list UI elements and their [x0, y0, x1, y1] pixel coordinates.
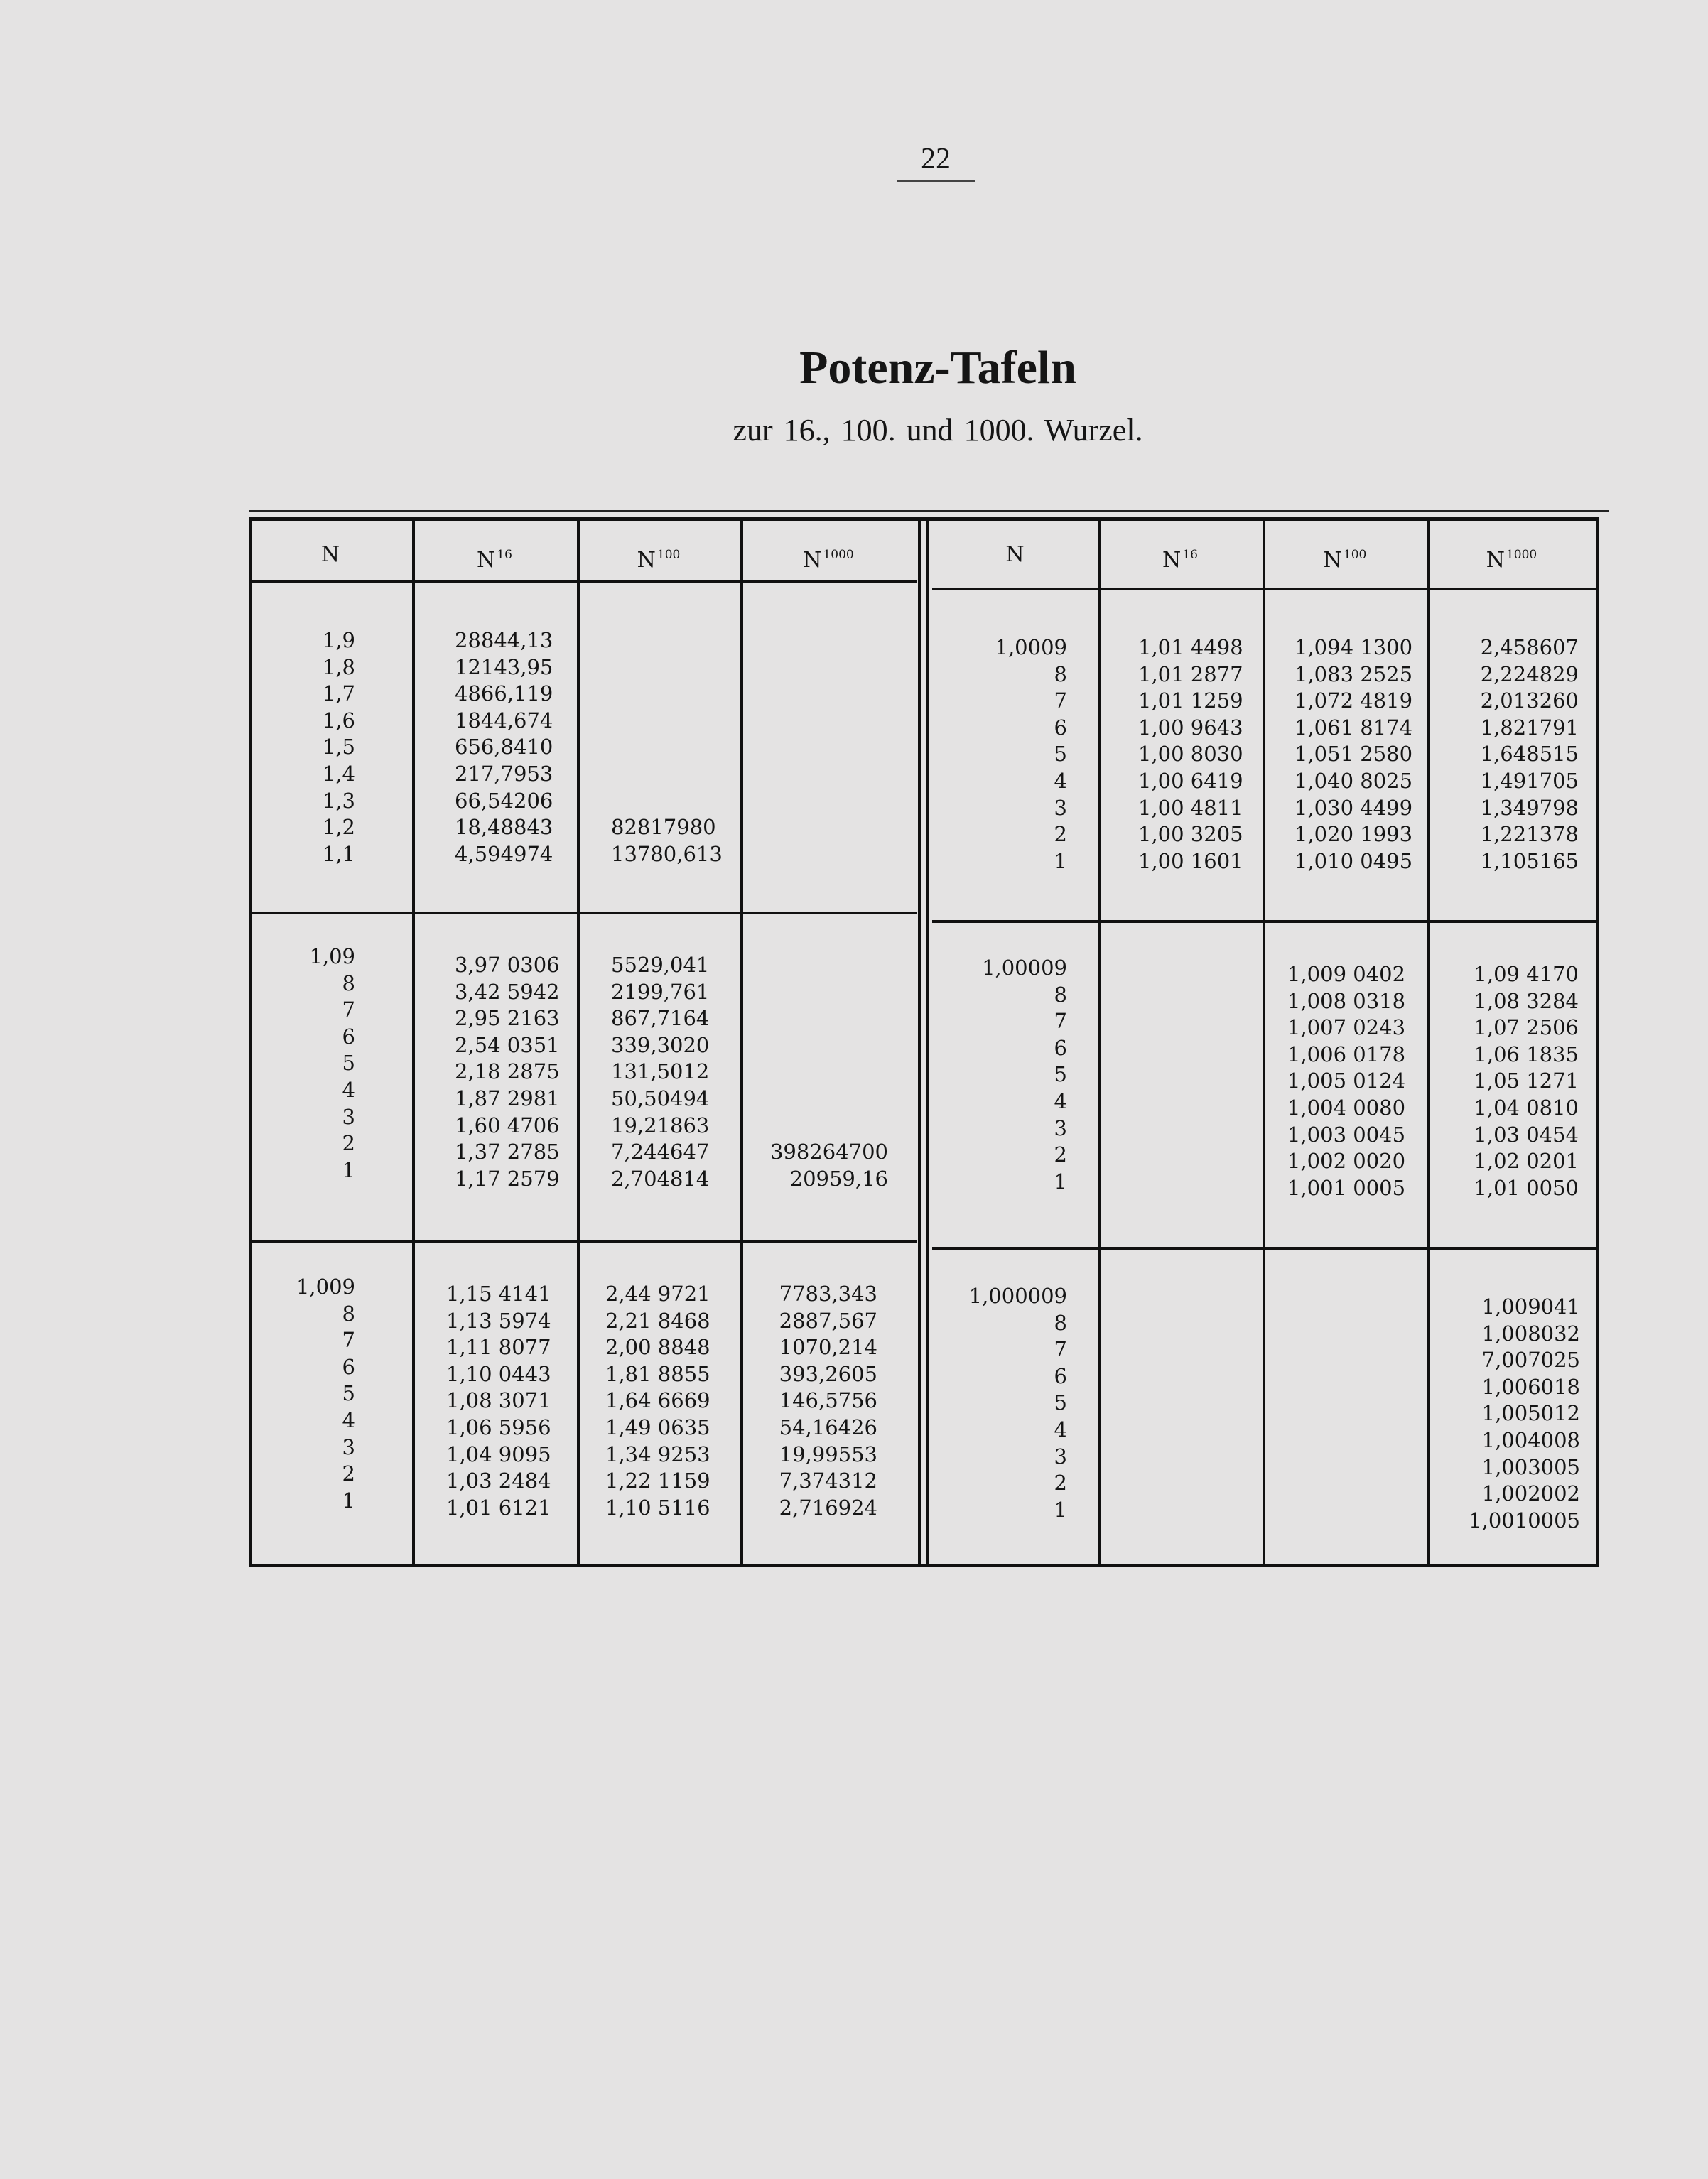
table-cell [1287, 1427, 1422, 1454]
table-cell [611, 734, 739, 761]
table-cell [1138, 1294, 1266, 1321]
table-cell: 1,06 5956 [446, 1415, 551, 1439]
table-cell: 1,01 2877 [1138, 661, 1243, 686]
table-cell [746, 1032, 888, 1059]
table-cell: 6 [342, 1354, 355, 1379]
table-cell [1287, 1347, 1422, 1374]
table-cell: 1,221378 [1480, 822, 1579, 847]
table-cell: 1,01 0050 [1474, 1175, 1579, 1200]
table-cell: 5529,041 [611, 953, 710, 977]
column-n1000 [746, 627, 888, 867]
table-cell [1138, 1122, 1266, 1149]
table-cell: 1,020 1993 [1294, 822, 1413, 847]
table-cell: 1,4 [322, 761, 355, 786]
table-cell: 4 [1054, 768, 1067, 793]
header-n100: N $^{100}$ [637, 548, 681, 573]
table-cell: 1844,674 [455, 708, 553, 732]
table-cell: 5 [1054, 742, 1067, 767]
table-cell: 3,97 0306 [455, 953, 560, 977]
table-cell: 1,01 6121 [446, 1495, 551, 1520]
header-n100: N $^{100}$ [1323, 548, 1367, 573]
table-cell [1138, 1400, 1266, 1427]
table-cell: 1,60 4706 [455, 1113, 560, 1137]
table-cell: 1,17 2579 [455, 1166, 560, 1191]
table-cell: 50,50494 [611, 1086, 710, 1110]
column-n1000 [1429, 1294, 1580, 1534]
table-cell: 13780,613 [611, 841, 723, 866]
table-cell: 1,3 [322, 788, 355, 813]
table-cell [746, 841, 888, 868]
column-n16 [455, 627, 583, 867]
table-cell: 1,06 1835 [1474, 1042, 1579, 1066]
table-cell: 7,374312 [779, 1469, 877, 1493]
table-cell [1138, 988, 1266, 1015]
table-cell [1138, 1042, 1266, 1069]
table-cell: 2,013260 [1480, 688, 1579, 713]
table-cell [1138, 1175, 1266, 1202]
table-cell: 8 [1054, 982, 1067, 1007]
table-cell [746, 1113, 888, 1140]
table-cell: 2 [342, 1131, 355, 1156]
table-cell [746, 1005, 888, 1032]
table-cell: 1,15 4141 [446, 1282, 551, 1306]
column-n1000 [746, 1281, 877, 1521]
table-cell: 19,99553 [779, 1442, 877, 1466]
table-cell: 4,594974 [455, 841, 553, 866]
table-cell: 6 [342, 1024, 355, 1049]
table-cell [746, 814, 888, 841]
table-cell: 1,11 8077 [446, 1335, 551, 1360]
table-cell [1287, 1454, 1422, 1481]
table-cell: 1,08 3284 [1474, 988, 1579, 1013]
table-cell [611, 761, 739, 788]
table-cell: 4 [342, 1077, 355, 1102]
table-cell: 1,87 2981 [455, 1086, 560, 1110]
table-cell [1138, 1148, 1266, 1175]
table-cell: 4 [1054, 1088, 1067, 1113]
table-cell: 1,008032 [1481, 1321, 1580, 1346]
table-cell [746, 979, 888, 1006]
column-n16 [446, 1281, 574, 1521]
table-cell: 1,01 1259 [1138, 688, 1243, 713]
table-cell: 1,010 0495 [1294, 848, 1413, 873]
table-cell [1287, 1508, 1422, 1535]
table-cell [1287, 1321, 1422, 1348]
table-cell [746, 708, 888, 735]
table-cell: 1,9 [322, 628, 355, 652]
table-cell: 82817980 [611, 815, 716, 840]
column-n [277, 943, 355, 1184]
table-cell: 1,006 0178 [1287, 1042, 1406, 1066]
table-cell: 20959,16 [789, 1166, 888, 1191]
table-cell: 1,00009 [982, 956, 1067, 980]
table-cell: 1,009041 [1481, 1294, 1580, 1319]
table-cell [1138, 1321, 1266, 1348]
table-cell: 1,07 2506 [1474, 1015, 1579, 1040]
table-cell: 4 [342, 1407, 355, 1432]
table-cell: 1,040 8025 [1294, 768, 1413, 793]
column-n [946, 1283, 1067, 1523]
table-cell: 339,3020 [611, 1032, 710, 1057]
table-cell: 1,5 [322, 735, 355, 759]
table-cell: 1,094 1300 [1294, 635, 1413, 659]
table-cell: 3 [1054, 1444, 1067, 1469]
table-cell [1138, 1068, 1266, 1095]
table-cell: 1,00 4811 [1138, 795, 1243, 820]
column-n1000 [1429, 634, 1579, 875]
table-cell: 7 [1054, 688, 1067, 713]
table-right-half [932, 521, 1599, 1564]
table-cell [611, 627, 739, 654]
table-cell: 1 [1054, 848, 1067, 873]
table-cell: 2,224829 [1480, 661, 1579, 686]
table-cell: 2 [342, 1461, 355, 1486]
table-cell: 398264700 [769, 1140, 888, 1164]
table-cell: 1,08 3071 [446, 1388, 551, 1413]
table-cell: 7 [1054, 1337, 1067, 1362]
table-cell: 1,09 4170 [1474, 962, 1579, 986]
column-n [953, 955, 1067, 1195]
column-n [961, 634, 1067, 875]
table-cell: 8 [1054, 1310, 1067, 1335]
table-cell: 1,1 [322, 841, 355, 866]
table-cell: 6 [1054, 1363, 1067, 1388]
table-cell [1138, 1508, 1266, 1535]
table-top-rule [249, 510, 1609, 512]
table-cell: 1 [1054, 1169, 1067, 1194]
table-cell: 2,21 8468 [605, 1308, 710, 1333]
table-left-half [249, 521, 917, 1564]
table-cell: 1,00 9643 [1138, 715, 1243, 740]
table-cell: 3 [342, 1104, 355, 1129]
table-cell: 1,030 4499 [1294, 795, 1413, 820]
column-n16 [1138, 1294, 1266, 1534]
header-n: N [320, 542, 340, 567]
table-cell: 4866,119 [455, 681, 553, 706]
table-cell: 1,006018 [1481, 1374, 1580, 1399]
table-cell [746, 627, 888, 654]
table-cell [746, 681, 888, 708]
table-cell: 2,44 9721 [605, 1282, 710, 1306]
table-cell: 1,10 0443 [446, 1361, 551, 1386]
table-cell: 2,704814 [611, 1166, 710, 1191]
table-cell: 1,81 8855 [605, 1361, 710, 1386]
table-cell: 1,003 0045 [1287, 1122, 1406, 1147]
table-cell: 1 [1054, 1497, 1067, 1522]
center-double-rule [918, 521, 929, 1564]
table-cell: 2,95 2163 [455, 1006, 560, 1031]
column-n [277, 627, 355, 867]
table-cell: 1,22 1159 [605, 1469, 710, 1493]
table-cell: 1,005 0124 [1287, 1069, 1406, 1093]
header-n1000: N $^{1000}$ [1486, 548, 1537, 573]
table-cell: 1,04 9095 [446, 1442, 551, 1466]
table-cell: 1 [342, 1157, 355, 1182]
table-cell: 2,716924 [779, 1495, 877, 1520]
table-cell [1287, 1400, 1422, 1427]
table-cell: 4 [1054, 1417, 1067, 1442]
table-cell: 1,00 8030 [1138, 742, 1243, 767]
table-cell: 1,061 8174 [1294, 715, 1413, 740]
table-cell: 1,001 0005 [1287, 1175, 1406, 1200]
table-cell: 1,00 1601 [1138, 848, 1243, 873]
table-cell [1287, 1481, 1422, 1508]
column-n100 [1287, 1294, 1422, 1534]
table-cell: 1,0009 [995, 635, 1067, 659]
table-cell [746, 788, 888, 815]
table-cell [1138, 961, 1266, 988]
table-cell: 1,491705 [1480, 768, 1579, 793]
table-cell: 1,000009 [968, 1284, 1067, 1308]
table-cell: 1,004008 [1481, 1427, 1580, 1452]
table-cell: 7,244647 [611, 1140, 710, 1164]
column-n [277, 1274, 355, 1514]
column-n16 [1138, 634, 1266, 875]
table-cell: 1 [342, 1488, 355, 1513]
table-cell: 8 [1054, 661, 1067, 686]
table-cell: 7783,343 [779, 1282, 877, 1306]
table-cell [746, 734, 888, 761]
table-cell: 7 [342, 1328, 355, 1353]
table-cell [611, 654, 739, 681]
table-cell: 6 [1054, 1035, 1067, 1060]
column-n16 [455, 952, 583, 1192]
table-cell: 1,6 [322, 708, 355, 732]
table-cell: 3 [342, 1434, 355, 1459]
table-cell: 1,2 [322, 815, 355, 840]
table-cell: 1,7 [322, 681, 355, 706]
table-cell: 7,007025 [1481, 1348, 1580, 1373]
table-cell: 1070,214 [779, 1335, 877, 1360]
table-cell: 12143,95 [455, 654, 553, 679]
table-cell: 7 [342, 997, 355, 1022]
table-cell: 2 [1054, 822, 1067, 847]
column-n1000 [1429, 961, 1579, 1201]
table-cell: 1,007 0243 [1287, 1015, 1406, 1040]
table-cell: 217,7953 [455, 761, 553, 786]
table-cell: 5 [1054, 1390, 1067, 1415]
table-cell: 2,18 2875 [455, 1059, 560, 1084]
header-n16: N $^{16}$ [477, 548, 512, 573]
column-n100 [1294, 634, 1429, 875]
page-subtitle: zur 16., 100. und 1000. Wurzel. [733, 413, 1143, 448]
table-cell: 28844,13 [455, 628, 553, 652]
page-number: 22 [897, 142, 975, 182]
table-cell: 867,7164 [611, 1006, 710, 1031]
table-cell: 1,00 3205 [1138, 822, 1243, 847]
table-cell: 1,008 0318 [1287, 988, 1406, 1013]
table-cell [746, 952, 888, 979]
table-cell: 8 [342, 970, 355, 995]
table-cell: 1,002 0020 [1287, 1149, 1406, 1174]
table-cell: 3,42 5942 [455, 979, 560, 1004]
column-n16 [1138, 961, 1266, 1201]
table-cell: 54,16426 [779, 1415, 877, 1439]
table-cell [1287, 1294, 1422, 1321]
table-cell [1138, 1454, 1266, 1481]
column-n100 [611, 952, 739, 1192]
column-n100 [605, 1281, 733, 1521]
page-title: Potenz-Tafeln [799, 342, 1076, 394]
table-cell: 66,54206 [455, 788, 553, 813]
table-cell: 2,00 8848 [605, 1335, 710, 1360]
table-cell: 2 [1054, 1142, 1067, 1167]
table-cell: 1,02 0201 [1474, 1149, 1579, 1174]
table-cell [1138, 1095, 1266, 1122]
table-cell: 1,64 6669 [605, 1388, 710, 1413]
table-cell: 1,083 2525 [1294, 661, 1413, 686]
table-cell: 1,03 0454 [1474, 1122, 1579, 1147]
table-cell [746, 761, 888, 788]
table-cell [746, 1059, 888, 1086]
table-cell: 1,13 5974 [446, 1308, 551, 1333]
table-cell: 5 [342, 1381, 355, 1406]
table-cell: 1,04 0810 [1474, 1095, 1579, 1120]
table-cell: 6 [1054, 715, 1067, 740]
table-cell: 1,34 9253 [605, 1442, 710, 1466]
table-cell: 7 [1054, 1009, 1067, 1034]
table-cell: 2 [1054, 1471, 1067, 1496]
table-cell [1138, 1427, 1266, 1454]
table-cell: 5 [342, 1051, 355, 1076]
table-cell [1138, 1347, 1266, 1374]
table-cell: 2199,761 [611, 979, 710, 1004]
table-cell: 1,009 [296, 1275, 355, 1299]
table-cell: 1,01 4498 [1138, 635, 1243, 659]
table-cell [1138, 1374, 1266, 1401]
table-cell: 1,002002 [1481, 1481, 1580, 1506]
table-cell [611, 708, 739, 735]
table-cell: 3 [1054, 1115, 1067, 1140]
table-cell: 1,37 2785 [455, 1140, 560, 1164]
header-n16: N $^{16}$ [1162, 548, 1198, 573]
table-cell: 656,8410 [455, 735, 553, 759]
table-cell: 1,821791 [1480, 715, 1579, 740]
table-cell: 1,00 6419 [1138, 768, 1243, 793]
table-cell: 1,03 2484 [446, 1469, 551, 1493]
table-cell: 1,648515 [1480, 742, 1579, 767]
column-n100 [611, 627, 739, 867]
table-cell: 1,0010005 [1469, 1508, 1580, 1532]
table-cell: 1,105165 [1480, 848, 1579, 873]
table-cell: 19,21863 [611, 1113, 710, 1137]
table-cell [611, 681, 739, 708]
power-table [249, 517, 1599, 1567]
table-cell: 18,48843 [455, 815, 553, 840]
header-n: N [1005, 542, 1025, 567]
table-cell: 131,5012 [611, 1059, 710, 1084]
table-cell: 1,004 0080 [1287, 1095, 1406, 1120]
table-cell: 1,09 [309, 944, 355, 968]
table-cell [746, 1086, 888, 1113]
table-cell: 1,072 4819 [1294, 688, 1413, 713]
table-cell [1287, 1374, 1422, 1401]
column-n1000 [746, 952, 888, 1192]
table-cell: 2,54 0351 [455, 1032, 560, 1057]
header-n1000: N $^{1000}$ [803, 548, 854, 573]
table-cell [746, 654, 888, 681]
table-cell: 1,349798 [1480, 795, 1579, 820]
table-cell: 1,051 2580 [1294, 742, 1413, 767]
table-cell: 1,49 0635 [605, 1415, 710, 1439]
table-cell: 8 [342, 1301, 355, 1326]
table-cell [1138, 1481, 1266, 1508]
table-cell: 146,5756 [779, 1388, 877, 1413]
table-cell: 393,2605 [779, 1361, 877, 1386]
table-cell: 1,05 1271 [1474, 1069, 1579, 1093]
table-cell: 1,005012 [1481, 1401, 1580, 1426]
table-cell [1138, 1015, 1266, 1042]
table-cell: 1,10 5116 [605, 1495, 710, 1520]
table-cell: 5 [1054, 1062, 1067, 1087]
column-n100 [1287, 961, 1422, 1201]
table-cell: 1,8 [322, 654, 355, 679]
table-cell: 1,003005 [1481, 1454, 1580, 1479]
table-cell: 2887,567 [779, 1308, 877, 1333]
table-cell: 1,009 0402 [1287, 962, 1406, 986]
table-cell: 2,458607 [1480, 635, 1579, 659]
table-cell: 3 [1054, 795, 1067, 820]
table-cell [611, 788, 739, 815]
